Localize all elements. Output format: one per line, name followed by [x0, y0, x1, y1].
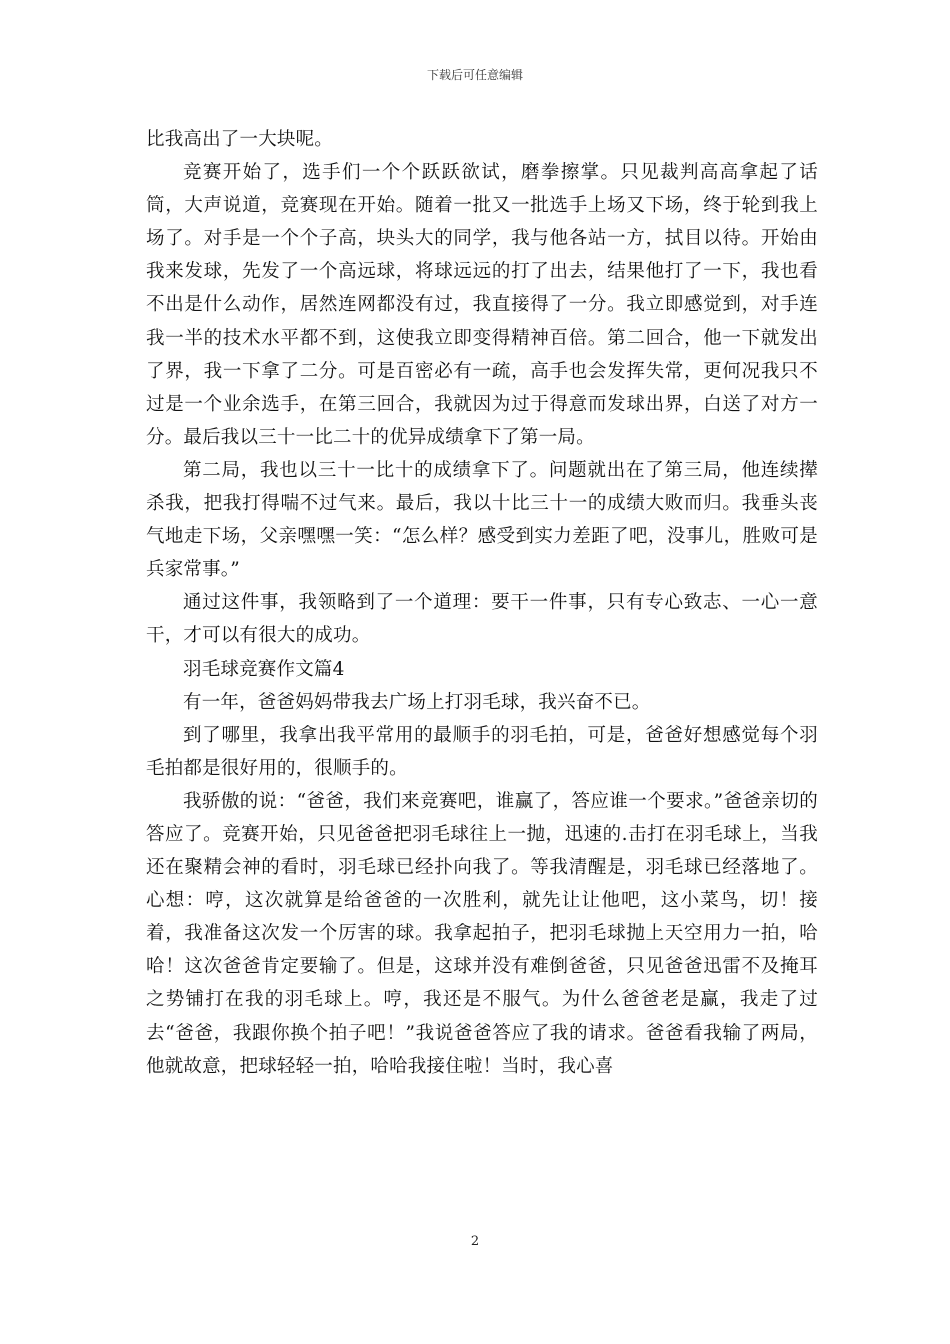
paragraph-7: 我骄傲的说：“爸爸，我们来竞赛吧，谁赢了，答应谁一个要求。”爸爸亲切的答应了。竞赛开始，只见爸爸把羽毛球往上一抛，迅速的.击打在羽毛球上，当我还在聚精会神的看时，羽毛球已经扑向我了。等我清醒是，羽毛球已经落地了。心想：哼，这次就算是给爸爸的一次胜利，就先让让他吧，这小菜鸟，切！接着，我准备这次发一个厉害的球。我拿起拍子，把羽毛球抛上天空用力一拍，哈哈！这次爸爸肯定要输了。但是，这球并没有难倒爸爸，只见爸爸迅雷不及掩耳之势铺打在我的羽毛球上。哼，我还是不服气。为什么爸爸老是赢，我走了过去“爸爸，我跟你换个拍子吧！”我说爸爸答应了我的请求。爸爸看我输了两局，他就故意，把球轻轻一拍，哈哈我接住啦！当时，我心喜	[146, 790, 818, 1077]
paragraph-5: 有一年，爸爸妈妈带我去广场上打羽毛球，我兴奋不已。	[183, 691, 651, 713]
paragraph-1: 比我高出了一大块呢。	[146, 129, 334, 150]
page-number: 2	[470, 1234, 480, 1249]
section-heading: 羽毛球竞赛作文篇4	[183, 658, 345, 680]
paragraph-4: 通过这件事，我领略到了一个道理：要干一件事，只有专心致志、一心一意干，才可以有很大的成功。	[146, 592, 818, 647]
page-header: 下载后可任意编辑	[426, 68, 523, 82]
document-body	[146, 123, 818, 1083]
paragraph-6: 到了哪里，我拿出我平常用的最顺手的羽毛拍，可是，爸爸好想感觉每个羽毛拍都是很好用的，很顺手的。	[146, 724, 818, 779]
paragraph-3: 第二局，我也以三十一比十的成绩拿下了。问题就出在了第三局，他连续撵杀我，把我打得喘不过气来。最后，我以十比三十一的成绩大败而归。我垂头丧气地走下场，父亲嘿嘿一笑：“怎么样？感受到实力差距了吧，没事儿，胜败可是兵家常事。”	[146, 459, 818, 581]
paragraph-2: 竞赛开始了，选手们一个个跃跃欲试，磨拳擦掌。只见裁判高高拿起了话筒，大声说道，竞赛现在开始。随着一批又一批选手上场又下场，终于轮到我上场了。对手是一个个子高，块头大的同学，我与他各站一方，拭目以待。开始由我来发球，先发了一个高远球，将球远远的打了出去，结果他打了一下，我也看不出是什么动作，居然连网都没有过，我直接得了一分。我立即感觉到，对手连我一半的技术水平都不到，这使我立即变得精神百倍。第二回合，他一下就发出了界，我一下拿了二分。可是百密必有一疏，高手也会发挥失常，更何况我只不过是一个业余选手，在第三回合，我就因为过于得意而发球出界，白送了对方一分。最后我以三十一比二十的优异成绩拿下了第一局。	[146, 162, 818, 448]
